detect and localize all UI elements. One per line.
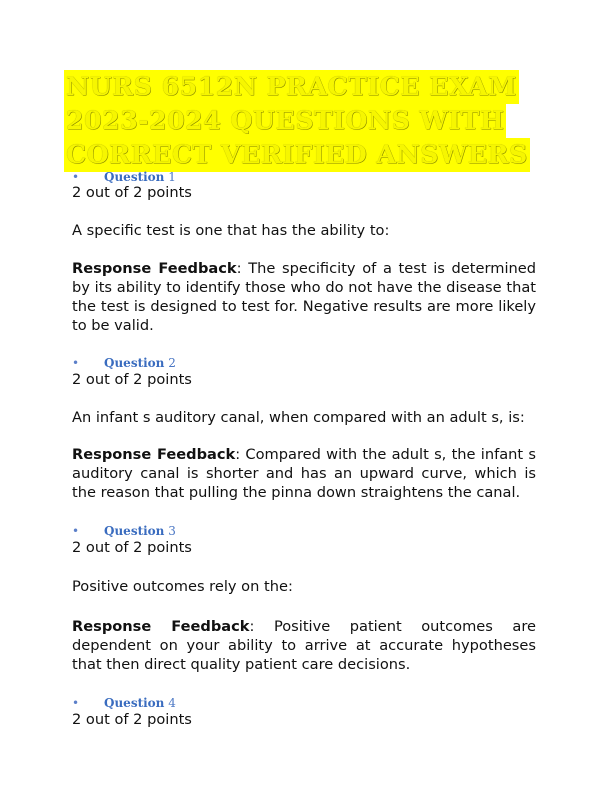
question-heading	[72, 356, 176, 370]
title-line: 2023-2024 QUESTIONS WITH	[66, 106, 505, 136]
question-label: Question	[104, 170, 165, 184]
question-number: 3	[168, 524, 176, 538]
question-heading	[72, 696, 176, 710]
title-line: NURS 6512N PRACTICE EXAM	[66, 72, 517, 102]
bullet-icon: •	[72, 170, 80, 184]
question-number: 4	[168, 696, 176, 710]
question-label: Question	[104, 696, 165, 710]
question-number: 1	[168, 170, 176, 184]
question-number: 2	[168, 356, 176, 370]
title-line: CORRECT VERIFIED ANSWERS	[66, 140, 528, 170]
question-points: 2 out of 2 points	[72, 711, 192, 728]
question-text: An infant s auditory canal, when compared with an adult s, is:	[72, 409, 525, 426]
question-heading	[72, 524, 176, 538]
feedback-label: Response Feedback	[72, 618, 250, 635]
question-points: 2 out of 2 points	[72, 371, 192, 388]
question-text: Positive outcomes rely on the:	[72, 578, 293, 595]
feedback-text: : The specificity of a test is determined by its ability to identify those who do not have the disease that the test is designed to test for. Negative results are more likely to be valid.	[72, 260, 536, 334]
question-points: 2 out of 2 points	[72, 539, 192, 556]
response-feedback	[72, 259, 536, 335]
question-text: A specific test is one that has the ability to:	[72, 222, 390, 239]
bullet-icon: •	[72, 696, 80, 710]
question-label: Question	[104, 356, 165, 370]
bullet-icon: •	[72, 356, 80, 370]
bullet-icon: •	[72, 524, 80, 538]
feedback-label: Response Feedback	[72, 260, 237, 277]
feedback-text: : Positive patient outcomes are dependent on your ability to arrive at accurate hypotheses that then direct quality patient care decisions.	[72, 618, 536, 673]
response-feedback	[72, 445, 536, 502]
question-points: 2 out of 2 points	[72, 184, 192, 201]
feedback-text: : Compared with the adult s, the infant s auditory canal is shorter and has an upward curve, which is the reason that pulling the pinna down straightens the canal.	[72, 446, 536, 501]
question-heading	[72, 170, 176, 184]
response-feedback	[72, 617, 536, 674]
document-title	[64, 70, 534, 172]
feedback-label: Response Feedback	[72, 446, 236, 463]
question-label: Question	[104, 524, 165, 538]
